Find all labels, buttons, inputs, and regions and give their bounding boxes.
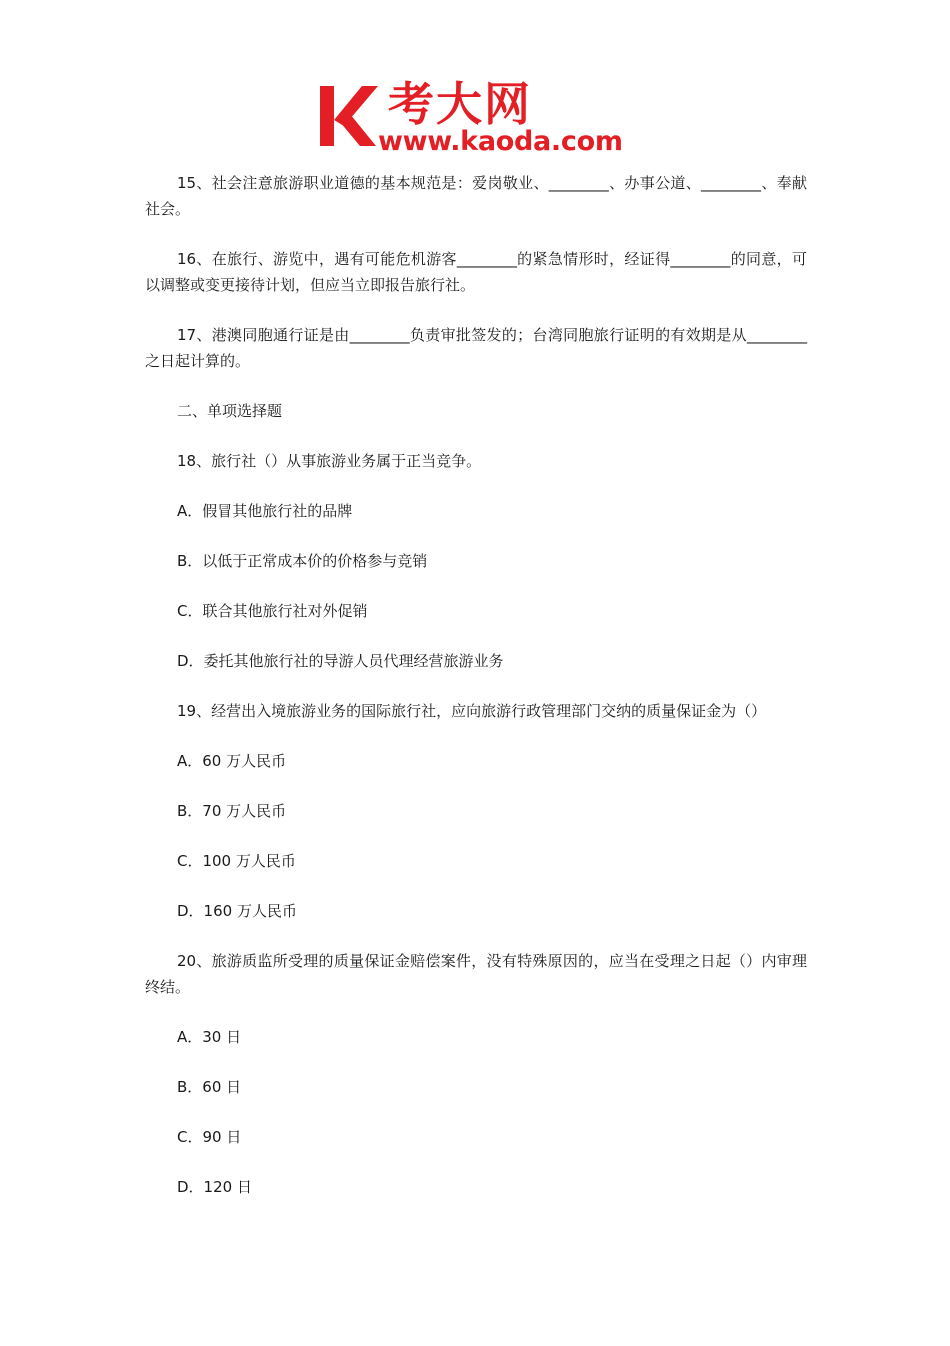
document-body <box>145 170 807 1224</box>
question-19-option: D．160 万人民币 <box>177 902 297 920</box>
question-20-option: B．60 日 <box>177 1078 242 1096</box>
question-20-option: A．30 日 <box>177 1028 242 1046</box>
question-20-option: C．90 日 <box>177 1128 242 1146</box>
question-19-option: A．60 万人民币 <box>177 752 287 770</box>
question-19-stem: 19、经营出入境旅游业务的国际旅行社，应向旅游行政管理部门交纳的质量保证金为（） <box>177 702 767 720</box>
logo-title: 考大网 <box>388 77 532 131</box>
question-18-option: A．假冒其他旅行社的品牌 <box>177 502 353 520</box>
question-18-option: B．以低于正常成本价的价格参与竞销 <box>177 552 428 570</box>
question-18-option: C．联合其他旅行社对外促销 <box>177 602 368 620</box>
section-title: 二、单项选择题 <box>177 402 283 420</box>
kaoda-logo <box>318 77 640 158</box>
question-20-stem: 20、旅游质监所受理的质量保证金赔偿案件，没有特殊原因的，应当在受理之日起（）内审理终结。 <box>145 952 807 996</box>
k-logo-icon <box>318 82 380 152</box>
question-19-option: C．100 万人民币 <box>177 852 296 870</box>
question-18-stem: 18、旅行社（）从事旅游业务属于正当竞争。 <box>177 452 482 470</box>
question-20-option: D．120 日 <box>177 1178 252 1196</box>
logo-url: www.kaoda.com <box>378 126 623 157</box>
question-15: 15、社会注意旅游职业道德的基本规范是：爱岗敬业、________、办事公道、________、奉献社会。 <box>145 174 807 218</box>
question-18-option: D．委托其他旅行社的导游人员代理经营旅游业务 <box>177 652 504 670</box>
question-19-option: B．70 万人民币 <box>177 802 287 820</box>
question-17: 17、港澳同胞通行证是由________负责审批签发的；台湾同胞旅行证明的有效期是从________之日起计算的。 <box>145 326 807 370</box>
question-16: 16、在旅行、游览中，遇有可能危机游客________的紧急情形时，经证得________的同意，可以调整或变更接待计划，但应当立即报告旅行社。 <box>145 250 807 294</box>
